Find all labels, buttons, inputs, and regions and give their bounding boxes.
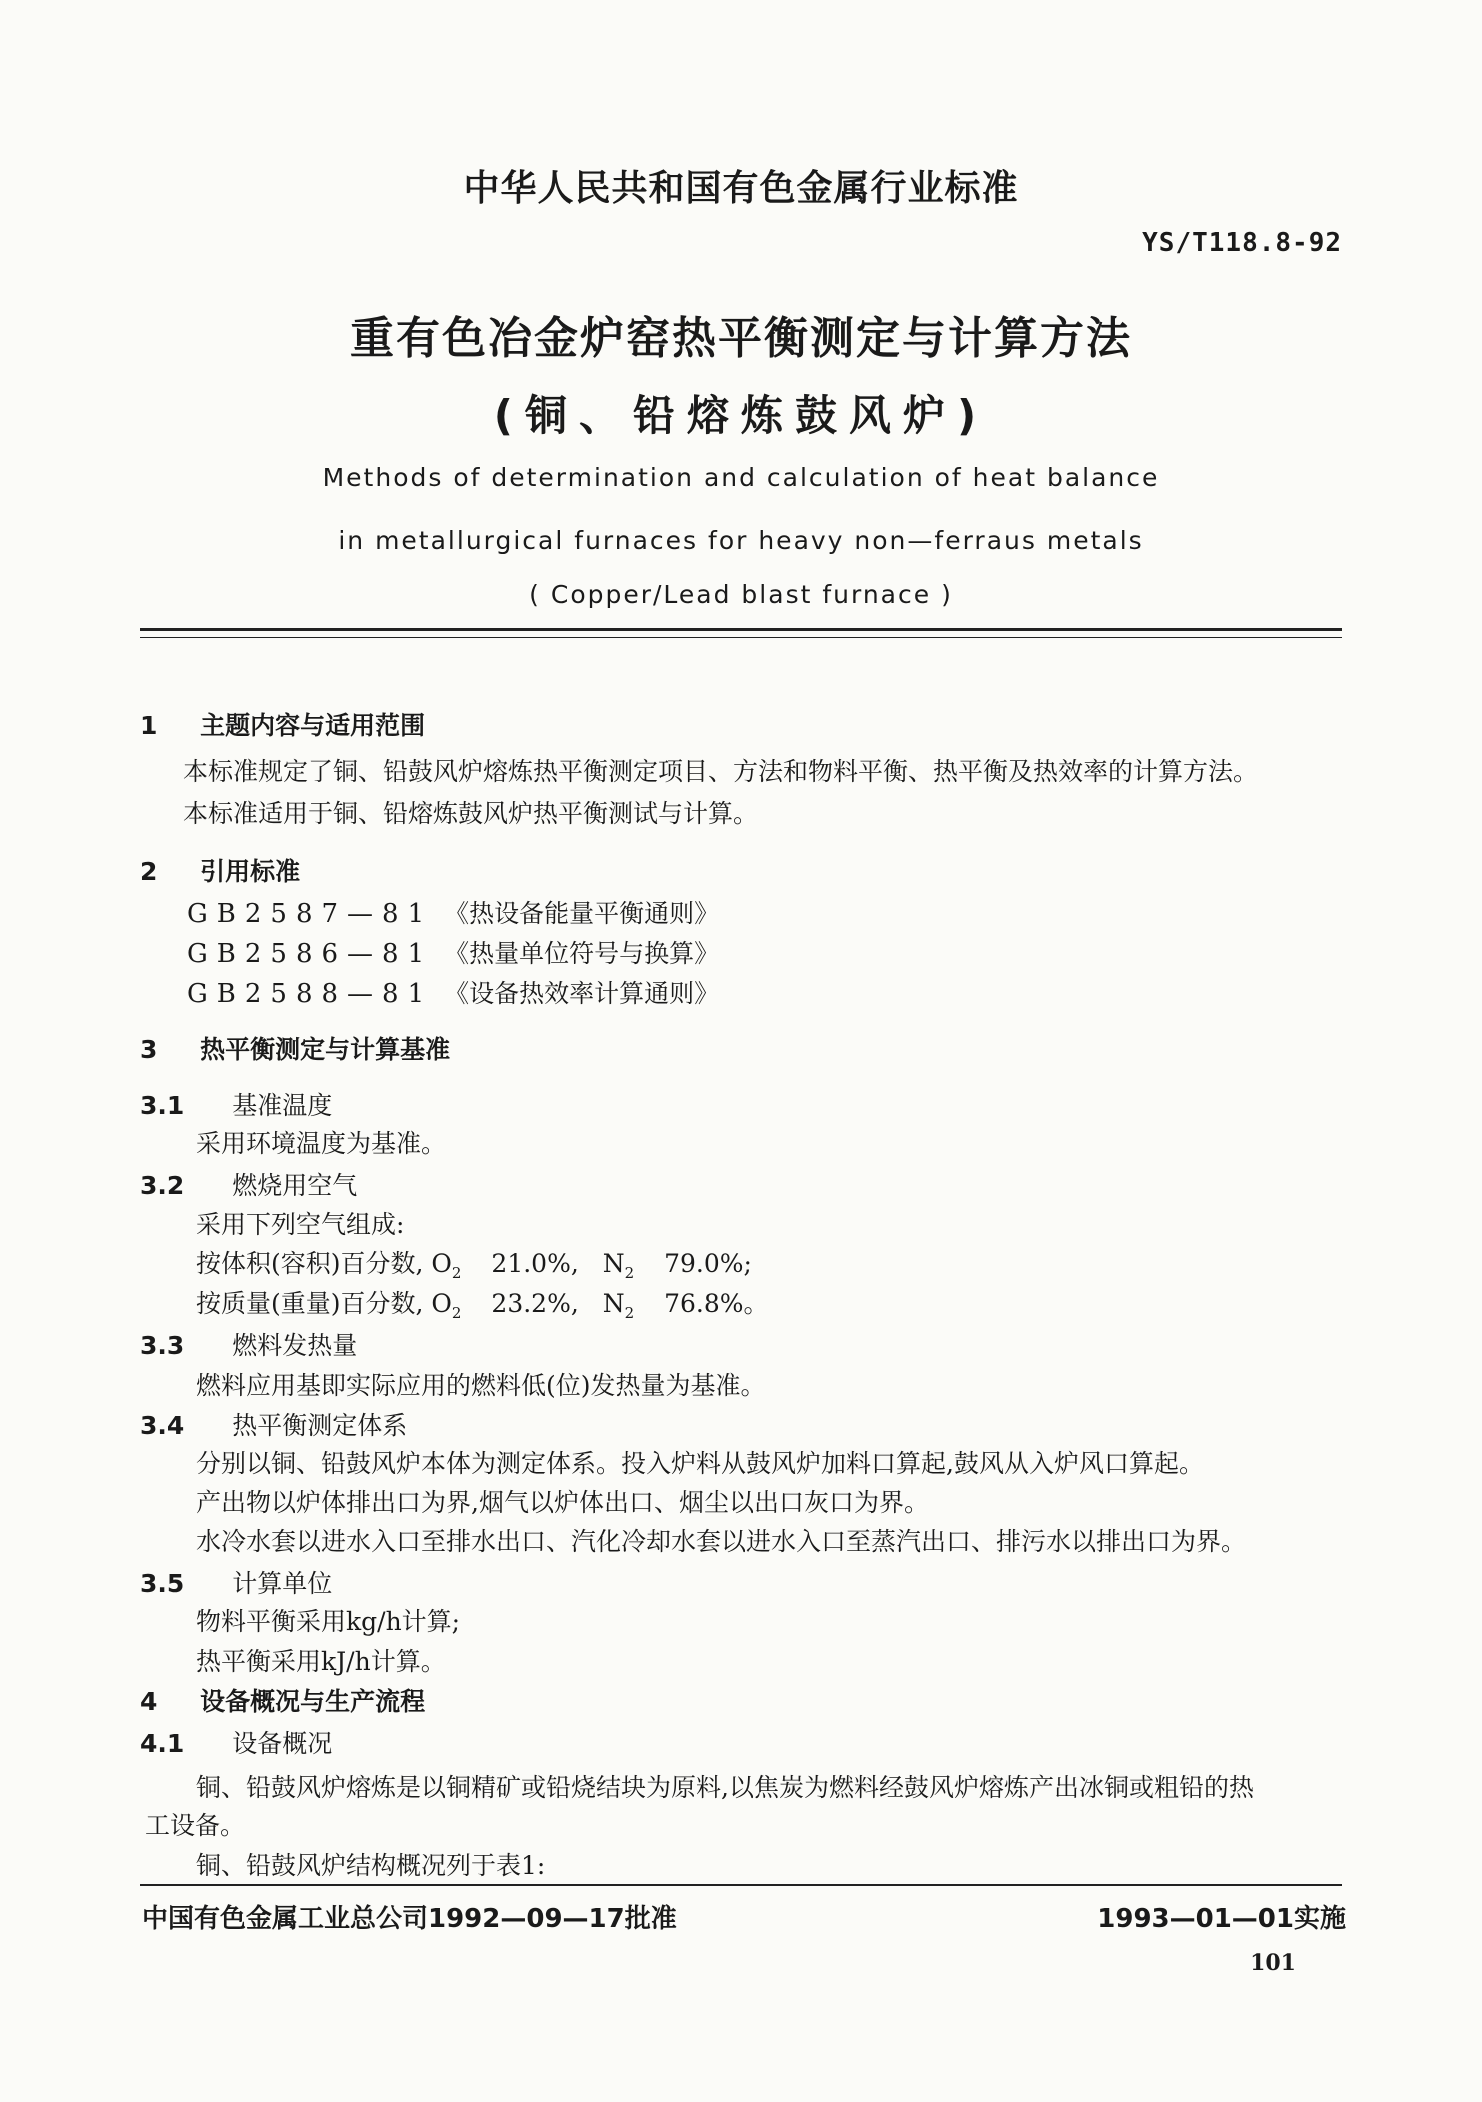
o2-volume-percent: 21.0%,: [491, 1249, 579, 1278]
document-subtitle-cn: (铜、铅熔炼鼓风炉): [493, 391, 989, 440]
section-number: 4: [140, 1687, 158, 1716]
section-title: 热平衡测定与计算基准: [200, 1035, 451, 1064]
subsection-3-4-text-3: 水冷水套以进水入口至排水出口、汽化冷却水套以进水入口至蒸汽出口、排污水以排出口为界。: [196, 1527, 1247, 1556]
reference-row: [187, 974, 719, 1010]
subsection-title: 设备概况: [232, 1729, 333, 1758]
subsection-title: 热平衡测定体系: [232, 1411, 408, 1440]
o2-mass-percent: 23.2%,: [491, 1289, 579, 1318]
document-title-en-line1: Methods of determination and calculation of heat balance: [322, 463, 1160, 492]
reference-title: 《设备热效率计算通则》: [444, 979, 720, 1008]
subsection-4-1-heading: [140, 1724, 332, 1760]
subsection-3-5-heading: [140, 1564, 332, 1600]
reference-code: GB2588—81: [187, 979, 434, 1009]
subsection-title: 燃烧用空气: [232, 1171, 358, 1200]
section-number: 1: [140, 711, 158, 740]
reference-title: 《热量单位符号与换算》: [444, 939, 720, 968]
o2-symbol: $O_2$: [431, 1249, 462, 1282]
subsection-title: 计算单位: [232, 1569, 333, 1598]
subsection-number: 3.1: [140, 1091, 185, 1120]
section-3-heading: [140, 1030, 450, 1066]
subsection-title: 基准温度: [232, 1091, 333, 1120]
n2-symbol: $N_2$: [602, 1289, 635, 1322]
section-1-paragraph-1: 本标准规定了铜、铅鼓风炉熔炼热平衡测定项目、方法和物料平衡、热平衡及热效率的计算方法。: [183, 757, 1259, 786]
implementation-date: 1993—01—01实施: [1097, 1904, 1346, 1934]
volume-label: 按体积(容积)百分数,: [196, 1249, 424, 1278]
header-divider-bottom: [140, 637, 1342, 638]
reference-title: 《热设备能量平衡通则》: [444, 899, 720, 928]
subsection-3-5-text-1: 物料平衡采用kg/h计算;: [196, 1607, 461, 1636]
subsection-number: 4.1: [140, 1729, 185, 1758]
section-title: 引用标准: [200, 857, 301, 886]
section-4-heading: [140, 1682, 425, 1718]
issuing-authority-header: 中华人民共和国有色金属行业标准: [463, 168, 1019, 209]
subsection-3-4-heading: [140, 1406, 407, 1442]
subsection-3-4-text-2: 产出物以炉体排出口为界,烟气以炉体出口、烟尘以出口灰口为界。: [196, 1488, 929, 1517]
subsection-3-1-text: 采用环境温度为基准。: [196, 1129, 447, 1158]
standard-number: YS/T118.8-92: [1142, 228, 1342, 258]
subsection-3-1-heading: [140, 1086, 332, 1122]
subsection-3-2-heading: [140, 1166, 357, 1202]
subsection-number: 3.2: [140, 1171, 185, 1200]
footer-divider: [140, 1884, 1342, 1886]
mass-label: 按质量(重量)百分数,: [196, 1289, 424, 1318]
reference-row: [187, 934, 719, 970]
subsection-4-1-text-1-cont: 工设备。: [145, 1811, 246, 1840]
subsection-4-1-text-2: 铜、铅鼓风炉结构概况列于表1:: [196, 1851, 546, 1880]
subsection-3-3-heading: [140, 1326, 357, 1362]
subsection-number: 3.3: [140, 1331, 185, 1360]
air-composition-intro: 采用下列空气组成:: [196, 1210, 405, 1239]
subsection-4-1-text-1: 铜、铅鼓风炉熔炼是以铜精矿或铅烧结块为原料,以焦炭为燃料经鼓风炉熔炼产出冰铜或粗铅的热: [196, 1773, 1254, 1802]
reference-code: GB2586—81: [187, 939, 434, 969]
document-title-en-line2: in metallurgical furnaces for heavy non—ferraus metals: [338, 526, 1144, 555]
subsection-3-3-text: 燃料应用基即实际应用的燃料低(位)发热量为基准。: [196, 1371, 766, 1400]
document-title-en-line3: ( Copper/Lead blast furnace ): [529, 580, 953, 609]
section-1-paragraph-2: 本标准适用于铜、铅熔炼鼓风炉热平衡测试与计算。: [183, 799, 759, 828]
section-title: 主题内容与适用范围: [200, 711, 426, 740]
n2-mass-percent: 76.8%。: [664, 1289, 769, 1318]
section-number: 3: [140, 1035, 158, 1064]
section-title: 设备概况与生产流程: [200, 1687, 426, 1716]
page-number: 101: [1250, 1950, 1296, 1976]
reference-row: [187, 894, 719, 930]
section-number: 2: [140, 857, 158, 886]
document-title-cn: 重有色冶金炉窑热平衡测定与计算方法: [350, 313, 1132, 364]
reference-code: GB2587—81: [187, 899, 434, 929]
subsection-number: 3.5: [140, 1569, 185, 1598]
approval-statement: 中国有色金属工业总公司1992—09—17批准: [142, 1904, 677, 1934]
section-1-heading: [140, 706, 425, 742]
air-composition-by-mass: [196, 1284, 769, 1322]
n2-volume-percent: 79.0%;: [664, 1249, 752, 1278]
subsection-title: 燃料发热量: [232, 1331, 358, 1360]
o2-symbol: $O_2$: [431, 1289, 462, 1322]
subsection-3-4-text-1: 分别以铜、铅鼓风炉本体为测定体系。投入炉料从鼓风炉加料口算起,鼓风从入炉风口算起。: [196, 1449, 1204, 1478]
subsection-number: 3.4: [140, 1411, 185, 1440]
subsection-3-5-text-2: 热平衡采用kJ/h计算。: [196, 1647, 446, 1676]
n2-symbol: $N_2$: [602, 1249, 635, 1282]
header-divider-top: [140, 628, 1342, 631]
air-composition-by-volume: [196, 1244, 752, 1282]
section-2-heading: [140, 852, 300, 888]
